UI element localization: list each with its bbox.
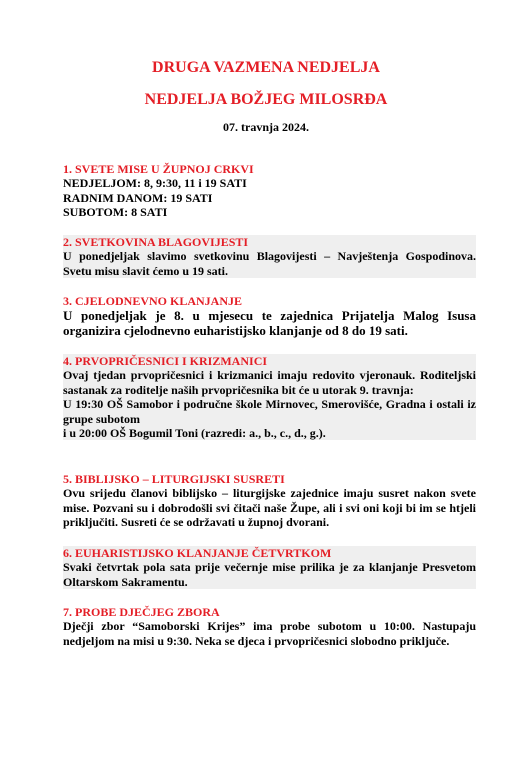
section-text-meeting-2: i u 20:00 OŠ Bogumil Toni (razredi: a., b., c., d., g.).	[63, 426, 326, 441]
section-title: 6. EUHARISTIJSKO KLANJANJE ČETVRTKOM	[63, 546, 332, 560]
section-text: U ponedjeljak slavimo svetkovinu Blagovijesti – Navještenja Gospodinova. Svetu misu slavit ćemo u 19 sati.	[63, 249, 476, 278]
mass-schedule-saturday: SUBOTOM: 8 SATI	[63, 205, 168, 220]
section-title: 4. PRVOPRIČESNICI I KRIZMANICI	[63, 354, 268, 368]
section-text: Dječji zbor “Samoborski Krijes” ima probe subotom u 10:00. Nastupaju nedjeljom na misi u 9:30. Neka se djeca i prvopričesnici slobodno priključe.	[63, 619, 476, 648]
section-text: Ovu srijedu članovi biblijsko – liturgijske zajednice imaju susret nakon svete mise. Pozvani su i dobrodošli svi čitači naše Župe, ali i svi oni koji bi im se htjeli priključiti. Susreti će se održavati u župnoj dvorani.	[63, 486, 476, 530]
section-text: Svaki četvrtak pola sata prije večernje mise prilika je za klanjanje Presvetom Oltarskom Sakramentu.	[63, 560, 476, 589]
section-thursday-adoration	[63, 546, 476, 589]
section-title: 1. SVETE MISE U ŽUPNOJ CRKVI	[63, 162, 254, 176]
section-text: U ponedjeljak je 8. u mjesecu te zajednica Prijatelja Malog Isusa organizira cjelodnevno euharistijsko klanjanje od 8 do 19 sati.	[63, 308, 476, 339]
section-title: 5. BIBLIJSKO – LITURGIJSKI SUSRETI	[63, 472, 285, 486]
section-text-meeting-1: U 19:30 OŠ Samobor i područne škole Mirnovec, Smerovišće, Gradna i ostali iz grupe subotom	[63, 397, 476, 426]
section-annunciation	[63, 235, 476, 278]
bulletin-date: 07. travnja 2024.	[223, 120, 309, 134]
section-text: Ovaj tjedan prvopričesnici i krizmanici imaju redovito vjeronauk. Roditeljski sastanak za roditelje naših prvopričesnika bit će u utorak 9. travnja:	[63, 368, 476, 397]
page-title: DRUGA VAZMENA NEDJELJA	[152, 59, 380, 76]
page-subtitle: NEDJELJA BOŽJEG MILOSRĐA	[144, 91, 388, 108]
section-title: 3. CJELODNEVNO KLANJANJE	[63, 294, 243, 308]
section-title: 2. SVETKOVINA BLAGOVIJESTI	[63, 235, 249, 249]
section-childrens-choir	[63, 605, 476, 648]
section-biblical-liturgical	[63, 472, 476, 530]
mass-schedule-sunday: NEDJELJOM: 8, 9:30, 11 i 19 SATI	[63, 176, 247, 191]
mass-schedule-weekday: RADNIM DANOM: 19 SATI	[63, 190, 213, 205]
section-first-communion-confirmation	[63, 354, 476, 440]
section-holy-masses	[63, 162, 476, 220]
section-title: 7. PROBE DJEČJEG ZBORA	[63, 605, 220, 619]
section-all-day-adoration	[63, 294, 476, 338]
